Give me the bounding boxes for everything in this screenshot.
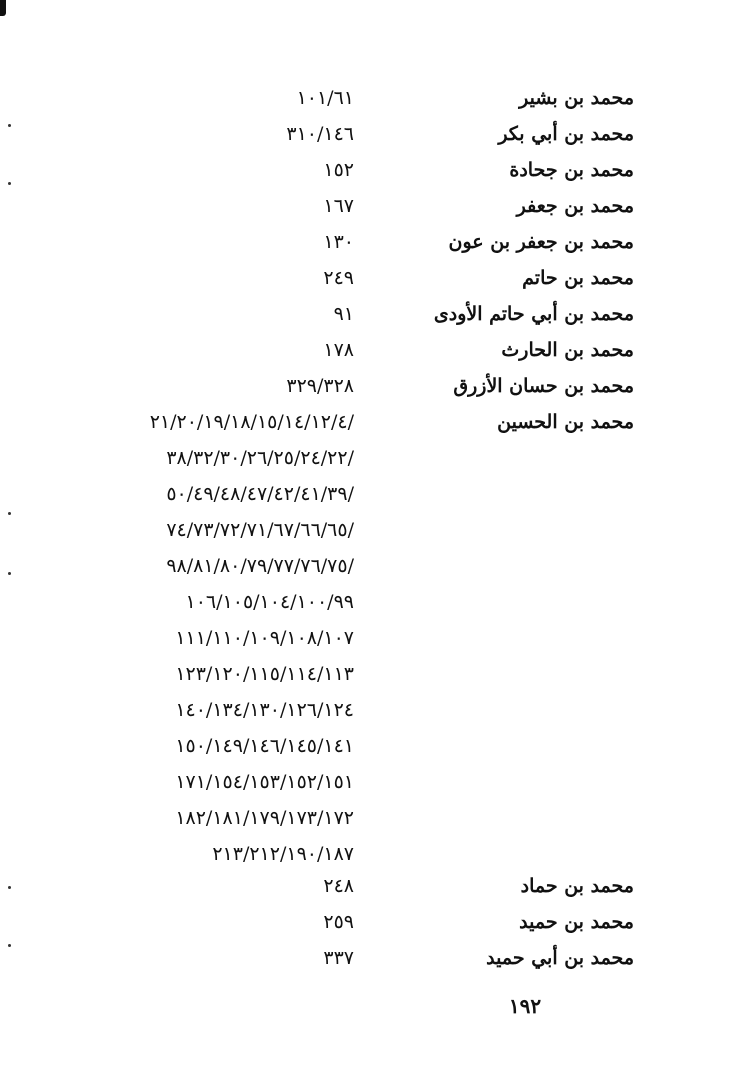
index-entry: [0, 80, 730, 116]
page-number: ١٩٢: [508, 994, 542, 1018]
entry-page-refs: ١٣٠: [323, 231, 354, 253]
entry-page-refs: ١٧١/١٥٤/١٥٣/١٥٢/١٥١: [175, 771, 354, 793]
entry-page-refs: /٥٠/٤٩/٤٨/٤٧/٤٢/٤١/٣٩: [166, 483, 354, 505]
entry-page-refs: ١٦٧: [323, 195, 354, 217]
entry-name: [334, 440, 634, 476]
entry-page-refs: ١١١/١١٠/١٠٩/١٠٨/١٠٧: [175, 627, 354, 649]
entry-name: [334, 764, 634, 800]
index-entry: [0, 260, 730, 296]
index-entry: [0, 116, 730, 152]
index-entry: [0, 440, 730, 476]
index-entry: [0, 940, 730, 976]
index-entry: [0, 512, 730, 548]
entry-page-refs: ٢٤٨: [323, 875, 354, 897]
entry-name: محمد بن حماد: [520, 875, 634, 897]
entry-page-refs: ١٠٦/١٠٥/١٠٤/١٠٠/٩٩: [185, 591, 354, 613]
entry-name: محمد بن أبي بكر: [498, 123, 634, 145]
index-entry: [0, 620, 730, 656]
entry-page-refs: ١٠١/٦١: [296, 87, 354, 109]
entry-page-refs: /٧٤/٧٣/٧٢/٧١/٦٧/٦٦/٦٥: [166, 519, 354, 541]
entry-name: محمد بن بشير: [519, 87, 634, 109]
index-entry: [0, 584, 730, 620]
entry-name: محمد بن جعفر بن عون: [448, 231, 634, 253]
entry-page-refs: ١٨٢/١٨١/١٧٩/١٧٣/١٧٢: [175, 807, 354, 829]
index-entry: [0, 152, 730, 188]
entry-name: [334, 476, 634, 512]
index-entry: [0, 224, 730, 260]
index-entry: [0, 728, 730, 764]
entry-name: [334, 692, 634, 728]
index-entry: [0, 656, 730, 692]
index-entry: [0, 188, 730, 224]
entry-name: [334, 548, 634, 584]
index-entry: [0, 764, 730, 800]
entry-name: محمد بن الحسين: [497, 411, 634, 433]
entry-page-refs: ١٥٠/١٤٩/١٤٦/١٤٥/١٤١: [175, 735, 354, 757]
entry-name: محمد بن أبي حاتم الأودى: [433, 303, 634, 325]
index-entry: [0, 868, 730, 904]
entry-name: محمد بن حسان الأزرق: [453, 375, 634, 397]
index-entry: [0, 548, 730, 584]
index-entry: [0, 296, 730, 332]
entry-name: محمد بن جحادة: [509, 159, 634, 181]
entry-page-refs: ١٧٨: [323, 339, 354, 361]
entry-page-refs: ٣٢٩/٣٢٨: [286, 375, 354, 397]
entry-page-refs: ٣١٠/١٤٦: [286, 123, 354, 145]
index-entry: [0, 476, 730, 512]
entry-page-refs: ١٤٠/١٣٤/١٣٠/١٢٦/١٢٤: [175, 699, 354, 721]
index-entry: [0, 800, 730, 836]
entry-name: [334, 620, 634, 656]
entry-page-refs: ٩١: [333, 303, 354, 325]
entry-page-refs: /٣٨/٣٢/٣٠/٢٦/٢٥/٢٤/٢٢: [166, 447, 354, 469]
entry-name: [334, 800, 634, 836]
entry-name: محمد بن أبي حميد: [486, 947, 634, 969]
entry-name: محمد بن حميد: [519, 911, 634, 933]
corner-mark: [0, 0, 6, 16]
entry-page-refs: ٣٣٧: [323, 947, 354, 969]
entry-page-refs: /٩٨/٨١/٨٠/٧٩/٧٧/٧٦/٧٥: [166, 555, 354, 577]
entry-page-refs: ٢٥٩: [323, 911, 354, 933]
index-entry: [0, 332, 730, 368]
index-entry: [0, 836, 730, 872]
entry-page-refs: ٢٤٩: [323, 267, 354, 289]
entry-name: [334, 728, 634, 764]
index-entry: [0, 904, 730, 940]
entry-name: [334, 836, 634, 872]
entry-page-refs: ٢١٣/٢١٢/١٩٠/١٨٧: [212, 843, 354, 865]
entry-name: محمد بن جعفر: [516, 195, 634, 217]
entry-name: [334, 512, 634, 548]
entry-page-refs: /٢١/٢٠/١٩/١٨/١٥/١٤/١٢/٤: [149, 411, 354, 433]
index-entry: [0, 368, 730, 404]
entry-page-refs: ١٢٣/١٢٠/١١٥/١١٤/١١٣: [175, 663, 354, 685]
index-entry: [0, 404, 730, 440]
entry-name: [334, 656, 634, 692]
entry-name: محمد بن حاتم: [522, 267, 634, 289]
index-entry: [0, 692, 730, 728]
entry-page-refs: ١٥٢: [323, 159, 354, 181]
entry-name: محمد بن الحارث: [501, 339, 634, 361]
entry-name: [334, 584, 634, 620]
